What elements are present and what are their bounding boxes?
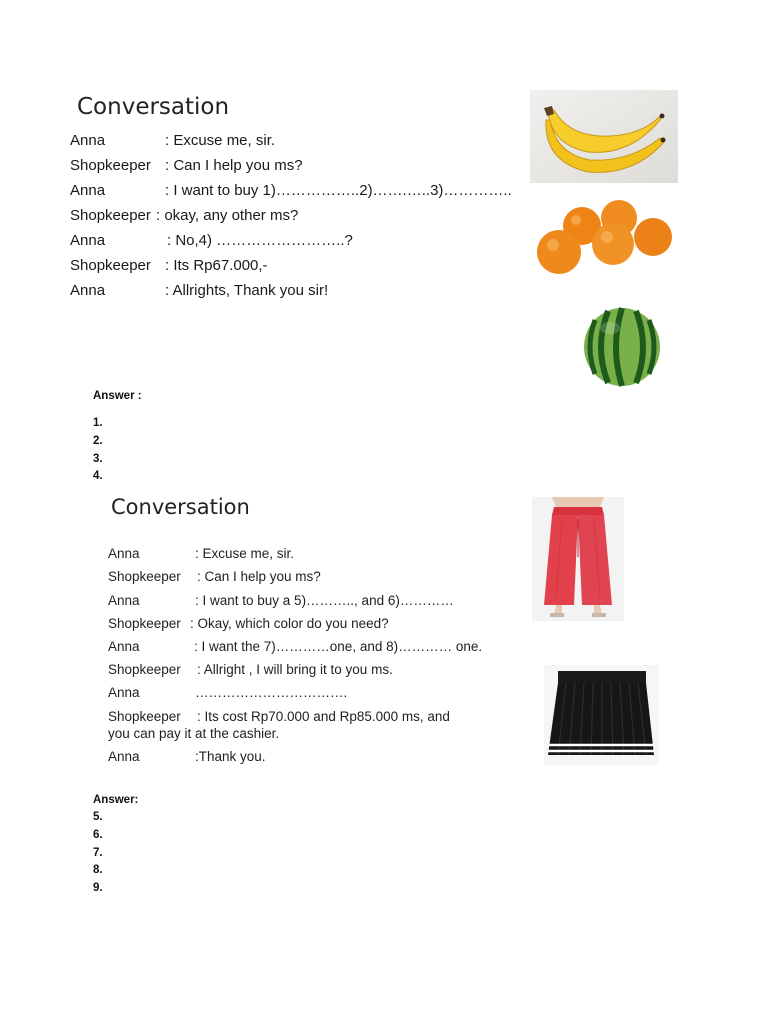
speaker-label: Anna [108,749,140,764]
utterance: : Its Rp67.000,- [165,257,268,274]
speaker-label: Anna [108,639,140,654]
answer-label: Answer: [93,794,139,806]
utterance: : Excuse me, sir. [165,132,276,149]
answer-number: 3. [93,453,103,465]
utterance: :Thank you. [195,749,266,764]
speaker-label: Anna [70,132,106,149]
speaker-label: Shopkeeper [108,569,181,584]
utterance: : I want the 7)…………one, and 8)………… one. [194,639,483,654]
answer-number: 6. [93,829,103,841]
speaker-label: Anna [70,282,106,299]
answer-number: 5. [93,811,103,823]
banana-photo [530,90,678,183]
answer-number: 4. [93,470,103,482]
utterance: : I want to buy a 5)……….., and 6)………… [195,593,454,608]
utterance: : Can I help you ms? [197,569,321,584]
utterance: : I want to buy 1)……………..2)…….…..3)………….. [165,182,512,199]
utterance: : No,4) ……………………..? [167,232,353,249]
speaker-label: Anna [108,546,140,561]
utterance: : Allrights, Thank you sir! [165,282,329,299]
utterance: : Excuse me, sir. [195,546,295,561]
answer-list-1 [93,417,133,489]
answer-list-2 [93,811,133,901]
speaker-label: Shopkeeper [108,616,181,631]
conversation-title-1: Conversation [77,94,230,120]
watermelon-photo [580,304,664,390]
oranges-photo [532,200,677,278]
conversation-1 [70,132,530,307]
red-pants-photo [532,497,624,621]
answer-number: 2. [93,435,103,447]
conversation-2 [108,546,508,776]
utterance: : Okay, which color do you need? [190,616,389,631]
utterance-continuation: you can pay it at the cashier. [108,726,280,741]
utterance: : okay, any other ms? [156,207,299,224]
utterance: ……………………………. [195,685,348,700]
answer-number: 7. [93,847,103,859]
speaker-label: Anna [70,182,106,199]
conversation-title-2: Conversation [111,495,250,519]
answer-number: 1. [93,417,103,429]
utterance: : Allright , I will bring it to you ms. [197,662,393,677]
speaker-label: Shopkeeper [70,257,151,274]
speaker-label: Shopkeeper [70,207,151,224]
answer-number: 8. [93,864,103,876]
black-pleated-skirt-photo [544,665,659,765]
dialogue-line-continuation [108,726,279,741]
answer-number: 9. [93,882,103,894]
utterance: : Its cost Rp70.000 and Rp85.000 ms, and [197,709,450,724]
speaker-label: Shopkeeper [70,157,151,174]
speaker-label: Anna [108,685,140,700]
speaker-label: Anna [70,232,106,249]
speaker-label: Anna [108,593,140,608]
speaker-label: Shopkeeper [108,709,181,724]
speaker-label: Shopkeeper [108,662,181,677]
utterance: : Can I help you ms? [165,157,303,174]
answer-label: Answer : [93,390,142,402]
